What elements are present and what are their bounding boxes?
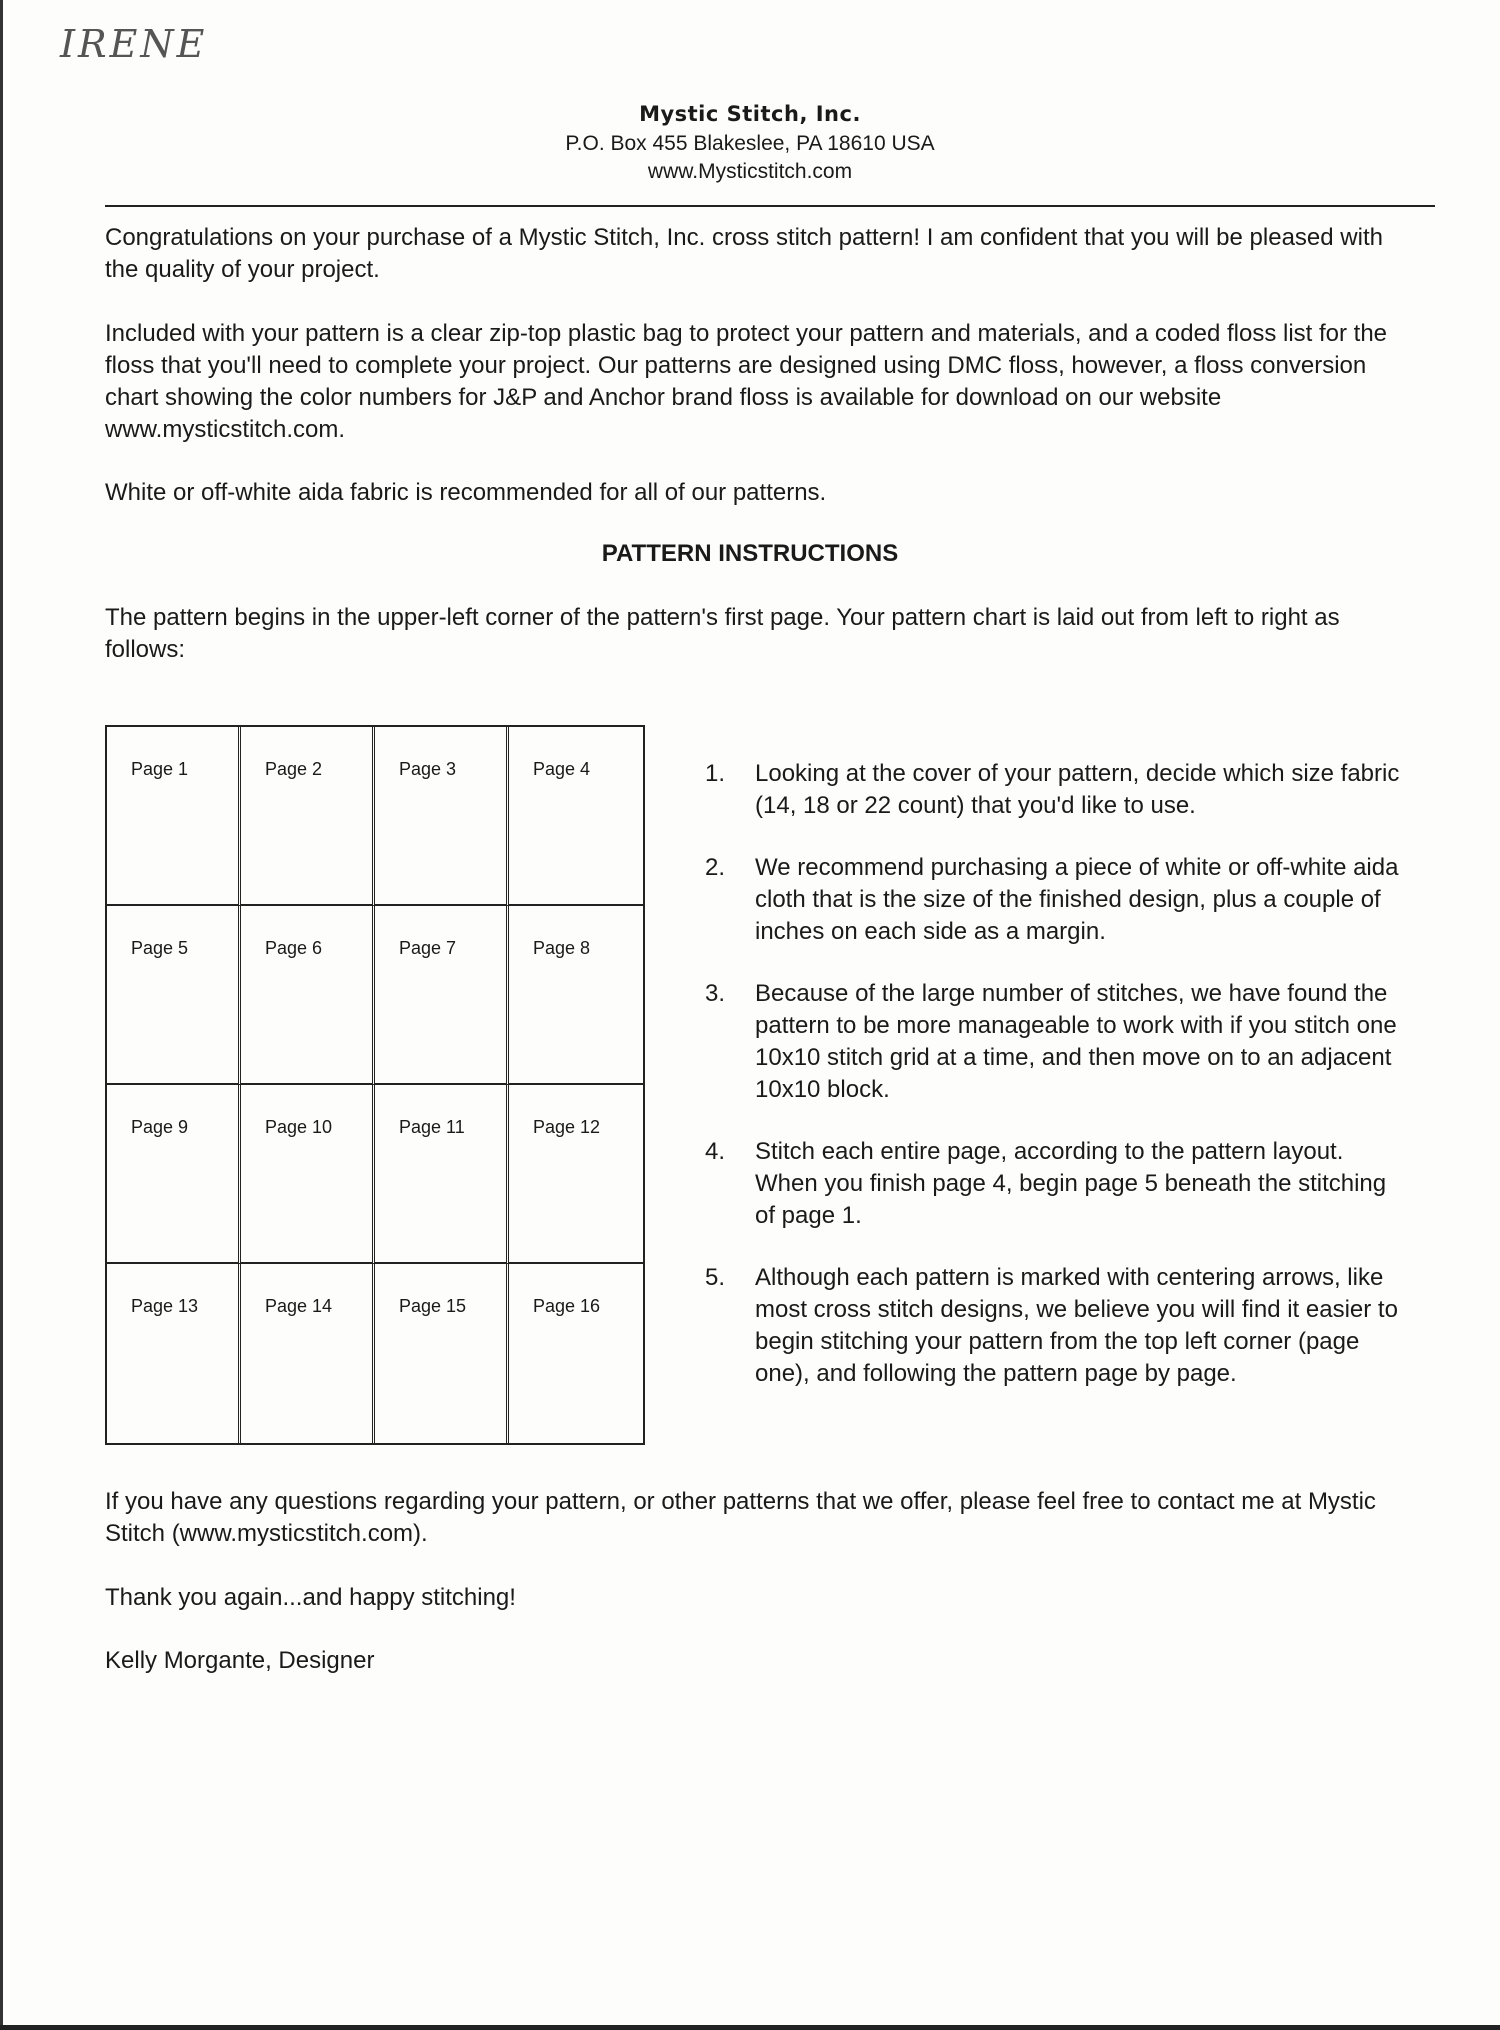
page-cell: Page 3: [375, 727, 509, 906]
instructions-heading: PATTERN INSTRUCTIONS: [601, 540, 899, 567]
page-cell: Page 2: [241, 727, 375, 906]
scan-left-edge: [0, 0, 3, 2030]
page-cell: Page 10: [241, 1085, 375, 1264]
instruction-step: [705, 852, 1405, 948]
instruction-step: [705, 978, 1405, 1106]
intro-paragraph-3: White or off-white aida fabric is recommended for all of our patterns.: [105, 479, 827, 506]
page-cell: Page 7: [375, 906, 509, 1085]
company-website: www.Mysticstitch.com: [647, 160, 853, 183]
page-layout-grid: [105, 725, 645, 1445]
step-text: We recommend purchasing a piece of white or off-white aida cloth that is the size of the finished design, plus a couple of inches on each side as a margin.: [755, 854, 1399, 945]
step-text: Looking at the cover of your pattern, decide which size fabric (14, 18 or 22 count) that you'd like to use.: [755, 760, 1400, 819]
page-cell: Page 5: [107, 906, 241, 1085]
company-address: P.O. Box 455 Blakeslee, PA 18610 USA: [565, 132, 935, 155]
step-number: 5.: [705, 1264, 726, 1291]
page-cell: Page 8: [509, 906, 643, 1085]
instructions-lead: The pattern begins in the upper-left corner of the pattern's first page. Your pattern chart is laid out from left to right as follows:: [105, 604, 1340, 663]
step-number: 2.: [705, 854, 726, 881]
step-text: Because of the large number of stitches, we have found the pattern to be more manageable to work with if you stitch one 10x10 stitch grid at a time, and then move on to an adjacent 10x10 block.: [755, 980, 1397, 1103]
instruction-step: [705, 758, 1405, 822]
step-text: Stitch each entire page, according to the pattern layout. When you finish page 4, begin page 5 beneath the stitching of page 1.: [755, 1138, 1387, 1229]
instruction-steps: [705, 758, 1405, 1420]
step-text: Although each pattern is marked with centering arrows, like most cross stitch designs, we believe you will find it easier to begin stitching your pattern from the top left corner (page one), and following the pattern page by page.: [755, 1264, 1398, 1387]
letterhead: [350, 98, 1150, 186]
page-cell: Page 1: [107, 727, 241, 906]
page-cell: Page 4: [509, 727, 643, 906]
thank-you: Thank you again...and happy stitching!: [105, 1584, 516, 1611]
page-cell: Page 6: [241, 906, 375, 1085]
step-number: 4.: [705, 1138, 726, 1165]
page-cell: Page 9: [107, 1085, 241, 1264]
step-number: 3.: [705, 980, 726, 1007]
instruction-step: [705, 1262, 1405, 1390]
intro-paragraph-1: Congratulations on your purchase of a Mystic Stitch, Inc. cross stitch pattern! I am confident that you will be pleased with the quality of your project.: [105, 224, 1383, 283]
company-name: Mystic Stitch, Inc.: [639, 102, 861, 126]
page-cell: Page 16: [533, 1296, 601, 1316]
scan-bottom-edge: [0, 2025, 1500, 2030]
step-number: 1.: [705, 760, 726, 787]
closing-paragraph: If you have any questions regarding your pattern, or other patterns that we offer, please feel free to contact me at Mystic Stitch (www.mysticstitch.com).: [105, 1488, 1376, 1547]
page-cell: Page 14: [241, 1264, 375, 1443]
header-divider: [105, 205, 1435, 207]
handwritten-name: IRENE: [60, 22, 208, 66]
page-cell: Page 15: [375, 1264, 509, 1443]
page-cell: Page 11: [375, 1085, 509, 1264]
page-cell: Page 12: [509, 1085, 643, 1264]
signature: Kelly Morgante, Designer: [105, 1647, 375, 1674]
instruction-step: [705, 1136, 1405, 1232]
intro-paragraph-2: Included with your pattern is a clear zip-top plastic bag to protect your pattern and materials, and a coded floss list for the floss that you'll need to complete your project. Our patterns are designed using DMC floss, however, a floss conversion chart showing the color numbers for J&P and Anchor brand floss is available for download on our website www.mysticstitch.com.: [105, 320, 1388, 443]
page-cell: Page 13: [107, 1264, 241, 1443]
